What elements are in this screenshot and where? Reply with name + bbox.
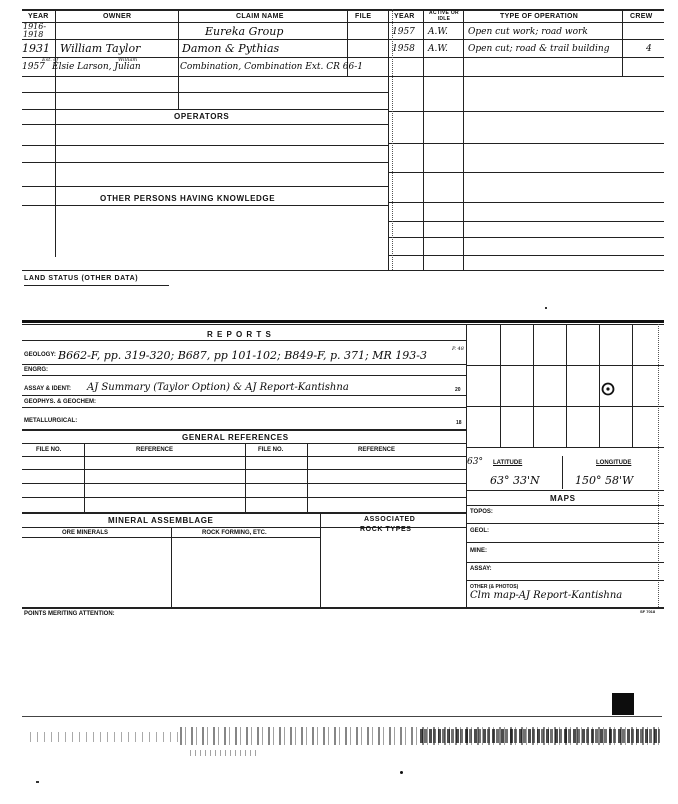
row3-claim-name: Combination, Combination Ext. CR 66-1 bbox=[180, 62, 364, 72]
engrg-label: ENGRG: bbox=[24, 367, 48, 373]
row1-year: 1916-1918 bbox=[23, 22, 47, 39]
row3-owner-note: Est. of bbox=[42, 57, 59, 63]
ore-minerals-header: ORE MINERALS bbox=[62, 530, 109, 536]
row3-owner: Elsie Larson, Julian bbox=[52, 62, 141, 72]
row2-claim-name: Damon & Pythias bbox=[182, 42, 280, 55]
assay-ident-label: ASSAY & IDENT: bbox=[24, 386, 72, 392]
row2-operation: Open cut; road & trail building bbox=[468, 44, 610, 54]
land-status-label: LAND STATUS (OTHER DATA) bbox=[24, 275, 139, 282]
geophys-label: GEOPHYS. & GEOCHEM: bbox=[24, 399, 97, 405]
file-header: FILE bbox=[355, 13, 372, 20]
gr-file-no-1: FILE NO. bbox=[36, 447, 62, 453]
row2-owner: William Taylor bbox=[60, 42, 141, 55]
row3-owner-note-william: William bbox=[118, 57, 138, 63]
claim-name-header: CLAIM NAME bbox=[236, 13, 284, 20]
row3-year: 1957 bbox=[22, 62, 45, 72]
operators-label: OPERATORS bbox=[174, 112, 230, 121]
active-idle-header: ACTIVE OR IDLE bbox=[429, 10, 459, 22]
row2-year: 1931 bbox=[22, 42, 50, 55]
geology-label: GEOLOGY: bbox=[24, 352, 56, 358]
maps-other-label: OTHER (& PHOTOS) bbox=[470, 584, 519, 590]
latitude-degrees: 63° bbox=[467, 457, 483, 467]
mineral-assemblage-title: MINERAL ASSEMBLAGE bbox=[108, 516, 214, 525]
crew-header: CREW bbox=[630, 13, 653, 20]
maps-mine: MINE: bbox=[470, 548, 487, 554]
assay-margin: 20 bbox=[455, 387, 461, 393]
maps-other-value: Clm map-AJ Report-Kantishna bbox=[470, 590, 623, 601]
year-header: YEAR bbox=[28, 13, 49, 20]
geology-margin: P. 48 bbox=[452, 346, 464, 352]
row1-claim-name: Eureka Group bbox=[205, 25, 284, 38]
rock-forming-header: ROCK FORMING, ETC. bbox=[202, 530, 267, 536]
geology-value: B662-F, pp. 319-320; B687, pp 101-102; B849-F, p. 371; MR 193-3 bbox=[58, 349, 427, 362]
row1-op-year: 1957 bbox=[392, 27, 415, 37]
reports-title: R E P O R T S bbox=[207, 330, 272, 339]
maps-title: MAPS bbox=[550, 494, 576, 503]
latitude-label: LATITUDE bbox=[493, 460, 523, 466]
longitude-label: LONGITUDE bbox=[596, 460, 632, 466]
maps-geol: GEOL: bbox=[470, 528, 489, 534]
row1-operation: Open cut work; road work bbox=[468, 27, 588, 37]
longitude-value: 150° 58'W bbox=[575, 474, 634, 487]
assay-ident-value: AJ Summary (Taylor Option) & AJ Report-Kantishna bbox=[87, 382, 349, 393]
metallurgical-label: METALLURGICAL: bbox=[24, 418, 78, 424]
owner-header: OWNER bbox=[103, 13, 132, 20]
location-marker-icon bbox=[601, 382, 615, 396]
row2-op-year: 1958 bbox=[392, 44, 415, 54]
metallurgical-margin: 18 bbox=[456, 420, 462, 426]
row2-active: A.W. bbox=[428, 44, 448, 54]
form-number: SF 7018 bbox=[640, 609, 656, 614]
op-year-header: YEAR bbox=[394, 13, 415, 20]
associated-header: ASSOCIATED bbox=[364, 516, 416, 523]
other-persons-label: OTHER PERSONS HAVING KNOWLEDGE bbox=[100, 194, 276, 203]
row2-crew: 4 bbox=[646, 44, 652, 54]
gr-file-no-2: FILE NO. bbox=[258, 447, 284, 453]
latitude-value: 63° 33'N bbox=[490, 474, 540, 487]
rock-types-header: ROCK TYPES bbox=[360, 526, 412, 533]
row1-active: A.W. bbox=[428, 27, 448, 37]
type-of-operation-header: TYPE OF OPERATION bbox=[500, 13, 579, 20]
gr-reference-1: REFERENCE bbox=[136, 447, 174, 453]
maps-topos: TOPOS: bbox=[470, 509, 493, 515]
gr-reference-2: REFERENCE bbox=[358, 447, 396, 453]
maps-assay: ASSAY: bbox=[470, 566, 492, 572]
points-meriting-attention-label: POINTS MERITING ATTENTION: bbox=[24, 611, 115, 617]
general-references-title: GENERAL REFERENCES bbox=[182, 433, 289, 442]
